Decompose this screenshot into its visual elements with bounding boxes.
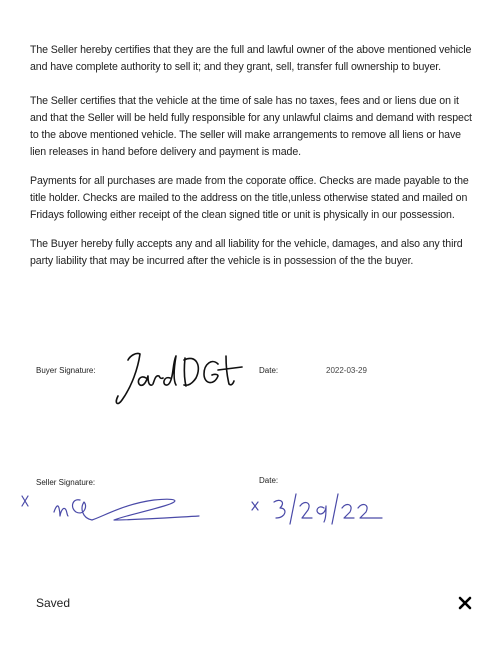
liability-paragraph: The Buyer hereby fully accepts any and all liability for the vehicle, damages, and also any third party liability that may be incurred after the vehicle is in possession of the the buyer.: [30, 238, 463, 267]
buyer-date-label: Date:: [259, 366, 279, 375]
seller-signature-label: Seller Signature:: [36, 478, 96, 487]
seller-date-label: Date:: [259, 476, 279, 485]
certification-paragraph: The Seller hereby certifies that they are the full and lawful owner of the above mentioned vehicle and have complete authority to sell it; and they grant, sell, transfer full ownership to buyer.: [30, 44, 472, 73]
buyer-signature: [100, 338, 250, 418]
seller-handwritten-date: [246, 488, 396, 532]
liens-paragraph: The Seller certifies that the vehicle at the time of sale has no taxes, fees and or liens due on it and that the Seller will be held fully responsible for any unlawful claims and demand with respect to the above mentioned vehicle. The seller will make arrangements to remove all liens or have lien releases in hand before delivery and payment is made.: [30, 95, 472, 158]
buyer-date-value: 2022-03-29: [326, 366, 367, 375]
close-icon: [456, 594, 474, 612]
payments-paragraph: Payments for all purchases are made from the coporate office. Checks are made payable to the title holder. Checks are mailed to the address on the title,unless otherwise stated and mailed on Fridays following either receipt of the clean signed title or unit is physically in our possession.: [30, 175, 469, 221]
seller-signature: [14, 478, 214, 538]
close-button[interactable]: [456, 594, 474, 612]
saved-status: Saved: [36, 596, 71, 610]
buyer-signature-label: Buyer Signature:: [36, 366, 96, 375]
